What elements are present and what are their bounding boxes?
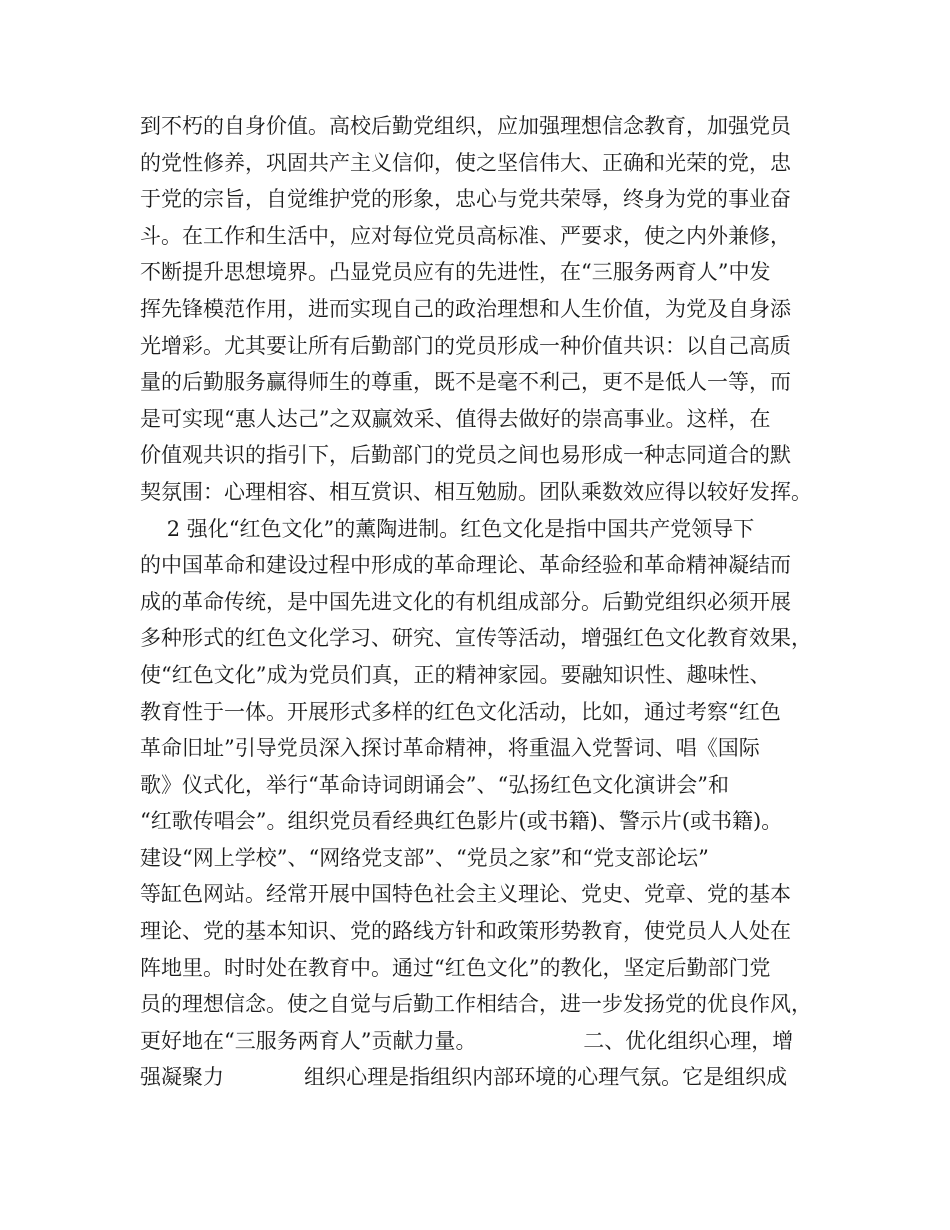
text-line: 强凝聚力 组织心理是指组织内部环境的心理气氛。它是组织成 (140, 1065, 788, 1090)
text-line: 理论、党的基本知识、党的路线方针和政策形势教育，使党员人人处在 (140, 919, 791, 944)
text-line: 是可实现“惠人达己”之双赢效采、值得去做好的崇高事业。这样，在 (140, 406, 771, 431)
text-line: 的党性修养，巩固共产主义信仰，使之坚信伟大、正确和光荣的党，忠 (140, 150, 791, 175)
text-line: 不断提升思想境界。凸显党员应有的先进性，在“三服务两育人”中发 (140, 260, 771, 285)
text-line: 更好地在“三服务两育人”贡献力量。 二、优化组织心理，增 (140, 1028, 794, 1053)
text-line: 到不朽的自身价值。高校后勤党组织，应加强理想信念教育，加强党员 (140, 114, 791, 138)
text-line: 的中国革命和建设过程中形成的革命理论、革命经验和革命精神凝结而 (140, 553, 791, 578)
text-line: 等缸色网站。经常开展中国特色社会主义理论、党史、党章、党的基本 (140, 882, 791, 907)
text-line: 成的革命传统，是中国先进文化的有机组成部分。后勤党组织必须开展 (140, 589, 791, 614)
text-line: 建设“网上学校”、“网络党支部”、“党员之家”和“党支部论坛” (140, 845, 709, 870)
text-line: 挥先锋模范作用，进而实现自己的政治理想和人生价值，为党及自身添 (140, 296, 791, 321)
text-line: 歌》仪式化，举行“革命诗词朗诵会”、“弘扬红色文化演讲会”和 (140, 772, 729, 797)
text-line: 斗。在工作和生活中，应对每位党员高标准、严要求，使之内外兼修， (140, 223, 791, 248)
text-line: 契氛围：心理相容、相互赏识、相互勉励。团队乘数效应得以较好发挥。 (140, 479, 812, 504)
text-line: 于党的宗旨，自觉维护党的形象，忠心与党共荣辱，终身为党的事业奋 (140, 187, 791, 212)
text-line: 光增彩。尤其要让所有后勤部门的党员形成一种价值共识：以自己高质 (140, 333, 791, 358)
text-line: 2 强化“红色文化”的薰陶进制。红色文化是指中国共产党领导下 (140, 516, 755, 541)
text-line: 革命旧址”引导党员深入探讨革命精神，将重温入党誓词、唱《国际 (140, 736, 760, 761)
text-line: 量的后勤服务赢得师生的尊重，既不是毫不利己，更不是低人一等，而 (140, 370, 791, 395)
text-line: 多种形式的红色文化学习、研究、宣传等活动，增强红色文化教育效果， (140, 626, 812, 651)
text-line: 教育性于一体。开展形式多样的红色文化活动，比如，通过考察“红色 (140, 699, 781, 724)
body-text (140, 108, 840, 1096)
text-line: 使“红色文化”成为党员们真，正的精神家园。要融知识性、趣味性、 (140, 662, 771, 687)
text-line: 阵地里。时时处在教育中。通过“红色文化”的教化，坚定后勤部门党 (140, 955, 771, 980)
text-line: “红歌传唱会”。组织党员看经典红色影片(或书籍)、警示片(或书籍)。 (140, 809, 783, 834)
text-line: 员的理想信念。使之自觉与后勤工作相结合，进一步发扬党的优良作风， (140, 992, 812, 1017)
text-line: 价值观共识的指引下，后勤部门的党员之间也易形成一种志同道合的默 (140, 443, 791, 468)
